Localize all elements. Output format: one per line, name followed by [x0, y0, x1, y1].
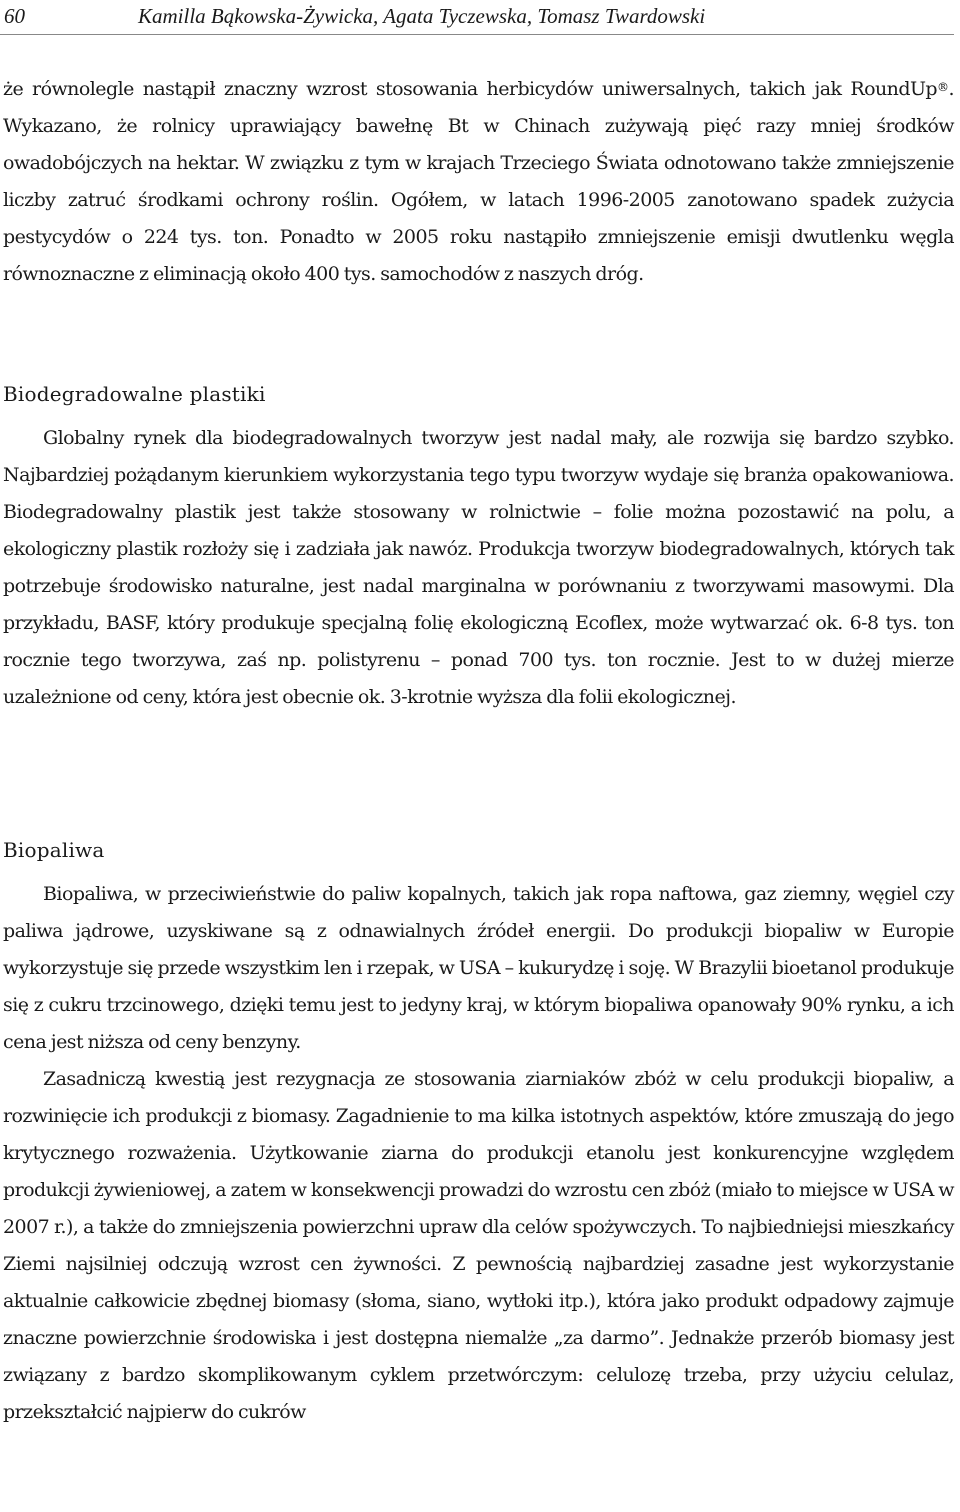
registered-trademark-mark: ® [937, 80, 949, 94]
intro-text-before-mark: że równolegle nastąpił znaczny wzrost stosowania herbicydów uniwersalnych, takich jak RoundUp [3, 78, 938, 100]
biodegradable-plastics-text-block [3, 420, 954, 716]
header-divider [0, 34, 954, 35]
paragraph: Globalny rynek dla biodegradowalnych tworzyw jest nadal mały, ale rozwija się bardzo szybko. Najbardziej pożądanym kierunkiem wykorzystania tego typu tworzyw wydaje się branża opakowaniowa. Biodegradowalny plastik jest także stosowany w rolnictwie – folie można pozostawić na polu, a ekologiczny plastik rozłoży się i zadziała jak nawóz. Produkcja tworzyw biodegradowalnych, których tak potrzebuje środowisko naturalne, jest nadal marginalna w porównaniu z tworzywami masowymi. Dla przykładu, BASF, który produkuje specjalną folię ekologiczną Ecoflex, może wytwarzać ok. 6-8 tys. ton rocznie tego tworzywa, zaś np. polistyrenu – ponad 700 tys. ton rocznie. Jest to w dużej mierze uzależnione od ceny, która jest obecnie ok. 3-krotnie wyższa dla folii ekologicznej. [3, 427, 954, 708]
header-authors: Kamilla Bąkowska-Żywicka, Agata Tyczewska, Tomasz Twardowski [138, 4, 706, 28]
biofuels-text-block [3, 876, 954, 1431]
paragraph: Zasadniczą kwestią jest rezygnacja ze stosowania ziarniaków zbóż w celu produkcji biopaliw, a rozwinięcie ich produkcji z biomasy. Zagadnienie to ma kilka istotnych aspektów, które zmuszają do jego krytycznego rozważenia. Użytkowanie ziarna do produkcji etanolu jest konkurencyjne względem produkcji żywieniowej, a zatem w konsekwencji prowadzi do wzrostu cen zbóż (miało to miejsce w USA w 2007 r.), a także do zmniejszenia powierzchni upraw dla celów spożywczych. To najbiedniejsi mieszkańcy Ziemi najsilniej odczują wzrost cen żywności. Z pewnością najbardziej zasadne jest wykorzystanie aktualnie całkowicie zbędnej biomasy (słoma, siano, wytłoki itp.), która jako produkt odpadowy zajmuje znaczne powierzchnie środowiska i jest dostępna niemalże „za darmo”. Jednakże przerób biomasy jest związany z bardzo skomplikowanym cyklem przetwórczym: celulozę trzeba, przy użyciu celulaz, przekształcić najpierw do cukrów [3, 1068, 954, 1423]
section-heading-biofuels: Biopaliwa [3, 838, 105, 862]
section-heading-biodegradable-plastics: Biodegradowalne plastiki [3, 382, 266, 406]
intro-text-block [3, 71, 954, 293]
page-number: 60 [4, 4, 25, 28]
intro-paragraph [3, 71, 954, 293]
paragraph: Biopaliwa, w przeciwieństwie do paliw kopalnych, takich jak ropa naftowa, gaz ziemny, węgiel czy paliwa jądrowe, uzyskiwane są z odnawialnych źródeł energii. Do produkcji biopaliw w Europie wykorzystuje się przede wszystkim len i rzepak, w USA – kukurydzę i soję. W Brazylii bioetanol produkuje się z cukru trzcinowego, dzięki temu jest to jedyny kraj, w którym biopaliwa opanowały 90% rynku, a ich cena jest niższa od ceny benzyny. [3, 883, 954, 1053]
intro-text-after-mark: . Wykazano, że rolnicy uprawiający bawełnę Bt w Chinach zużywają pięć razy mniej środków owadobójczych na hektar. W związku z tym w krajach Trzeciego Świata odnotowano także zmniejszenie liczby zatruć środkami ochrony roślin. Ogółem, w latach 1996-2005 zanotowano spadek zużycia pestycydów o 224 tys. ton. Ponadto w 2005 roku nastąpiło zmniejszenie emisji dwutlenku węgla równoznaczne z eliminacją około 400 tys. samochodów z naszych dróg. [3, 78, 954, 285]
running-header [4, 2, 954, 32]
